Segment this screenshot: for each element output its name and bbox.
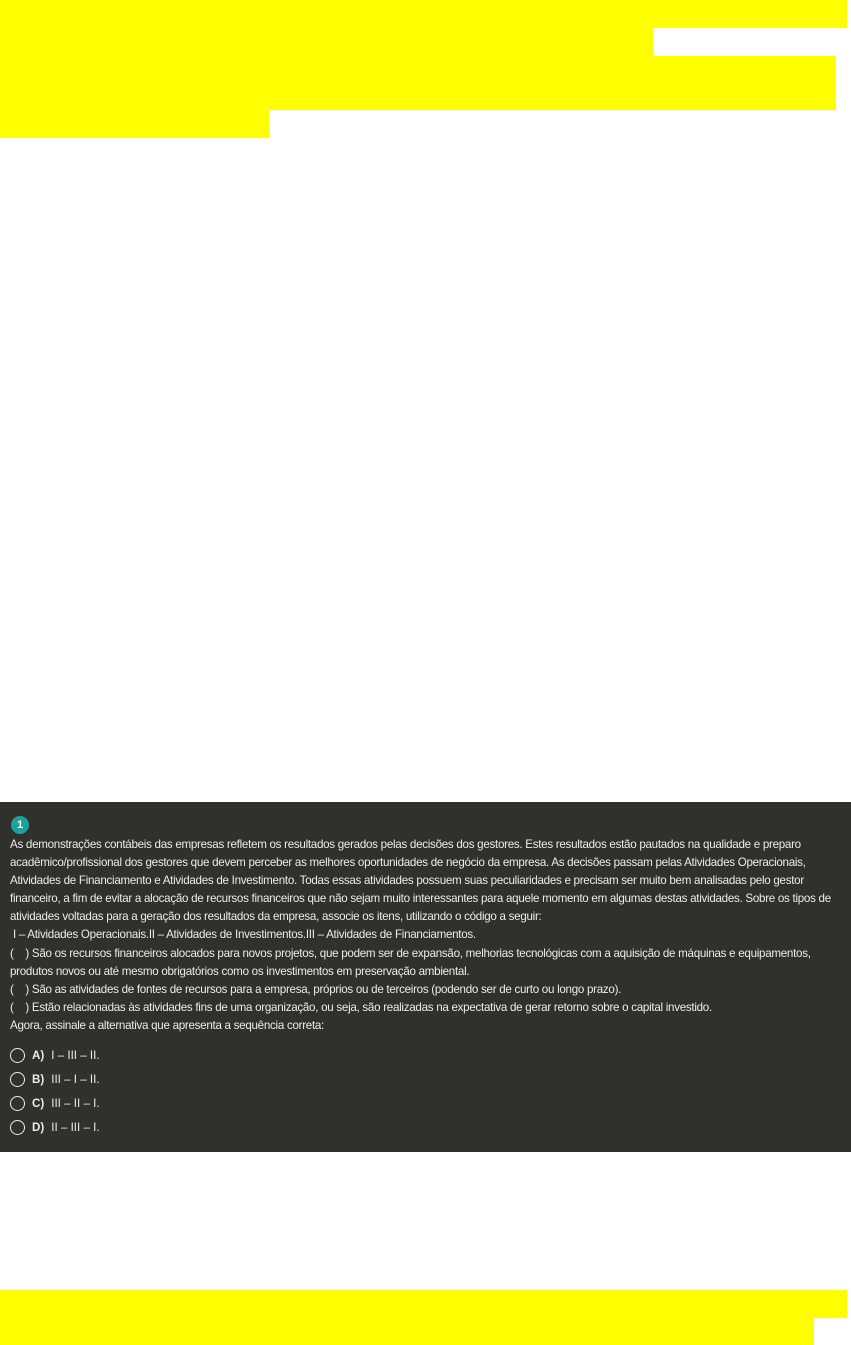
question-statement-line: produtos novos ou até mesmo obrigatórios como os investimentos em preservação ambiental.: [10, 964, 470, 978]
option-letter: C): [32, 1097, 45, 1111]
question-paragraph-line: acadêmico/profissional dos gestores que devem perceber as melhores oportunidades de negócio da empresa. As decisões passam pelas Atividades Operacionais,: [10, 856, 806, 870]
question-paragraph-line: financeiro, a fim de evitar a alocação de recursos financeiros que não sejam muito interessantes para aquele momento em algumas destas atividades. Sobre os tipos de: [10, 892, 831, 906]
highlight-block-bottom-2: [0, 1318, 814, 1345]
answer-options: [10, 1046, 841, 1137]
question-statement-line: ( ) São os recursos financeiros alocados para novos projetos, que podem ser de expansão, melhorias tecnológicas com a aquisição de máquinas e equipamentos,: [10, 946, 811, 960]
option-letter: A): [32, 1048, 45, 1062]
question-paragraph-line: As demonstrações contábeis das empresas refletem os resultados gerados pelas decisões dos gestores. Estes resultados estão pautados na qualidade e preparo: [10, 838, 801, 851]
option-text: III – II – I.: [51, 1097, 100, 1111]
highlight-block-bottom-1: [0, 1290, 847, 1318]
radio-button-icon[interactable]: [10, 1096, 25, 1111]
question-text: [10, 836, 841, 1035]
radio-button-icon[interactable]: [10, 1048, 25, 1063]
option-d[interactable]: [10, 1119, 841, 1137]
question-paragraph-line: atividades voltadas para a geração dos resultados da empresa, associe os itens, utilizando o código a seguir:: [10, 910, 542, 924]
highlight-block-top-4: [0, 110, 269, 138]
question-prompt: Agora, assinale a alternativa que apresenta a sequência correta:: [10, 1018, 325, 1032]
highlight-block-top-3: [0, 56, 836, 110]
radio-button-icon[interactable]: [10, 1120, 25, 1135]
question-codes-line: I – Atividades Operacionais.II – Atividades de Investimentos.III – Atividades de Financiamentos.: [10, 928, 476, 942]
option-text: II – III – I.: [51, 1121, 100, 1135]
option-letter: B): [32, 1072, 45, 1086]
highlight-block-top-2: [0, 28, 653, 56]
highlight-block-top-1: [0, 0, 847, 28]
option-text: I – III – II.: [51, 1048, 100, 1062]
option-a[interactable]: [10, 1046, 841, 1064]
question-panel: [0, 802, 851, 1152]
question-statement-line: ( ) São as atividades de fontes de recursos para a empresa, próprios ou de terceiros (podendo ser de curto ou longo prazo).: [10, 982, 622, 996]
radio-button-icon[interactable]: [10, 1072, 25, 1087]
option-text: III – I – II.: [51, 1072, 100, 1086]
question-statement-line: ( ) Estão relacionadas às atividades fins de uma organização, ou seja, são realizadas na expectativa de gerar retorno sobre o capital investido.: [10, 1000, 712, 1014]
question-number-badge: 1: [11, 816, 29, 834]
option-letter: D): [32, 1121, 45, 1135]
option-c[interactable]: [10, 1095, 841, 1113]
option-b[interactable]: [10, 1070, 841, 1088]
question-paragraph-line: Atividades de Financiamento e Atividades de Investimento. Todas essas atividades possuem suas peculiaridades e precisam ser muito bem analisadas pelo gestor: [10, 874, 804, 888]
